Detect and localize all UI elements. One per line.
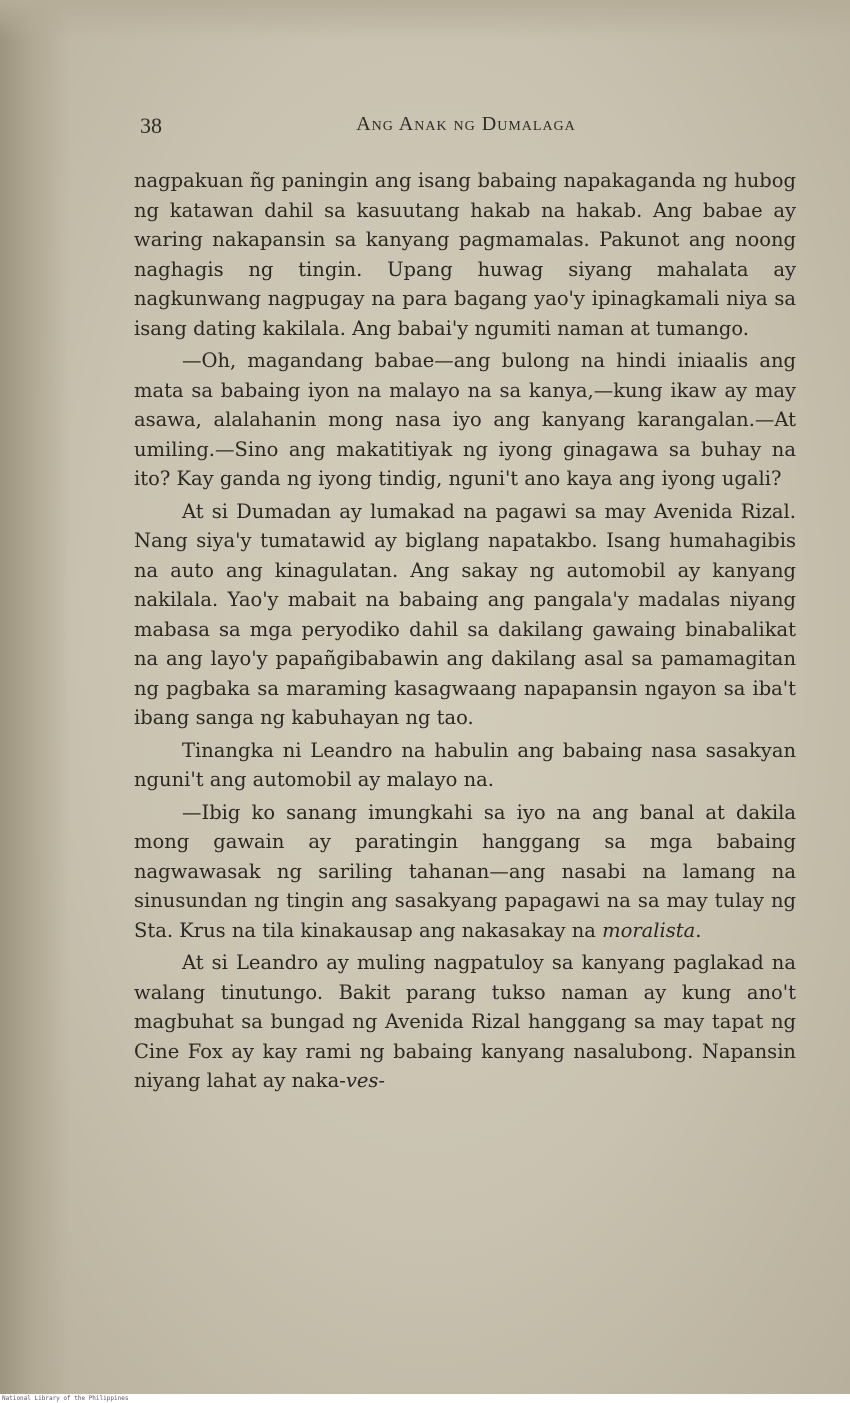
page-number: 38 [140,113,162,138]
library-credit: National Library of the Philippines [2,1395,129,1402]
page-top-shadow [0,0,850,40]
paragraph-6: At si Leandro ay muling nagpatuloy sa kanyang paglakad na walang tinutungo. Bakit parang tukso naman ay kung ano't magbuhat sa bungad ng Avenida Rizal hanggang sa may tapat ng Cine Fox ay kay rami ng babaing kanyang nasalubong. Napansin niyang lahat ay naka-ves- [134,951,796,1092]
paragraph-3: At si Dumadan ay lumakad na pagawi sa may Avenida Rizal. Nang siya'y tumatawid ay biglang napatakbo. Isang humahagibis na auto ang kinagulatan. Ang sakay ng automobil ay kanyang nakilala. Yao'y mabait na babaing ang pangala'y madalas niyang mabasa sa mga peryodiko dahil sa dakilang gawaing binabalikat na ang layo'y papañgibabawin ang dakilang asal sa pamamagitan ng pagbaka sa maraming kasagwaang napapansin ngayon sa iba't ibang sanga ng kabuhayan ng tao. [134,499,796,729]
running-title: Ang Anak ng Dumalaga [356,113,576,135]
running-head [136,113,796,141]
footer-strip [0,1394,850,1403]
paragraph-5: —Ibig ko sanang imungkahi sa iyo na ang banal at dakila mong gawain ay paratingin hanggang sa mga babaing nagwawasak ng sariling tahanan—ang nasabi na lamang na sinusundan ng tingin ang sasakyang papagawi na sa may tulay ng Sta. Krus na tila kinakausap ang nakasakay na moralista. [134,800,796,942]
italic-word: ves- [345,1069,385,1092]
paragraph-4: Tinangka ni Leandro na habulin ang babaing nasa sasakyan nguni't ang automobil ay malayo na. [134,738,796,791]
paragraph-2: —Oh, magandang babae—ang bulong na hindi iniaalis ang mata sa babaing iyon na malayo na sa kanya,—kung ikaw ay may asawa, alalahanin mong nasa iyo ang kanyang karangalan.—At umiling.—Sino ang makatitiyak ng iyong ginagawa sa buhay na ito? Kay ganda ng iyong tindig, nguni't ano kaya ang iyong ugali? [134,349,796,490]
italic-word: moralista [602,918,696,942]
page-edge-shadow [0,0,70,1394]
body-text [134,166,796,1099]
paragraph-1: nagpakuan ñg paningin ang isang babaing napakaganda ng hubog ng katawan dahil sa kasuutang hakab na hakab. Ang babae ay waring nakapansin sa kanyang pagmamalas. Pakunot ang noong naghagis ng tingin. Upang huwag siyang mahalata ay nagkunwang nagpugay na para bagang yao'y ipinagkamali niya sa isang dating kakilala. Ang babai'y ngumiti naman at tumango. [134,169,796,340]
